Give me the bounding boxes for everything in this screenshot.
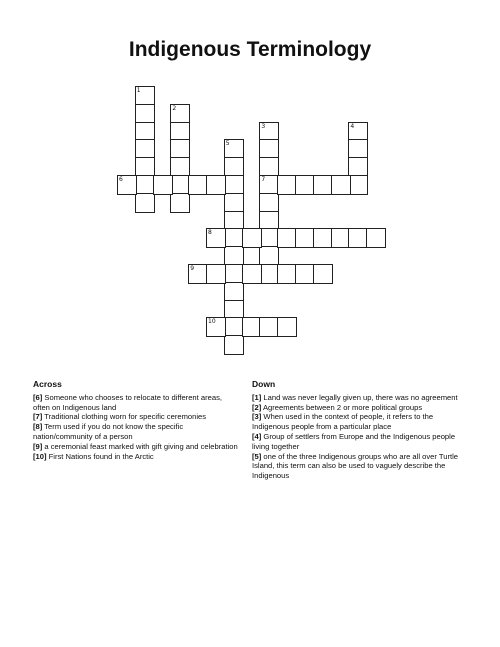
clue-across-6 (33, 393, 238, 413)
cell-number: 1 (136, 87, 141, 94)
cell-number: 10 (208, 318, 216, 326)
grid-cell[interactable] (242, 264, 262, 284)
grid-cell[interactable] (117, 175, 137, 195)
clue-text: First Nations found in the Arctic (48, 451, 154, 461)
page-title: Indigenous Terminology (128, 38, 372, 61)
clue-text: a ceremonial feast marked with gift giving and celebration (44, 441, 238, 451)
cell-number: 6 (119, 176, 123, 183)
clue-across-7 (33, 412, 238, 422)
cell-number: 4 (350, 122, 355, 130)
clue-text: Someone who chooses to relocate to different areas, often on Indigenous land (33, 392, 222, 412)
cell-number: 7 (261, 176, 266, 183)
grid-cell[interactable] (206, 175, 226, 195)
clue-down-2 (252, 403, 470, 413)
across-heading: Across (33, 379, 62, 389)
grid-cell[interactable] (206, 264, 226, 284)
clue-number: [4] (252, 431, 262, 441)
down-heading: Down (252, 379, 276, 389)
clue-down-3 (252, 412, 470, 432)
grid-cell[interactable] (348, 175, 368, 195)
grid-cell[interactable] (331, 175, 351, 195)
cell-number: 5 (225, 140, 230, 148)
cell-number: 9 (190, 265, 195, 272)
clue-number: [7] (33, 412, 43, 422)
cell-number: 8 (208, 229, 212, 237)
grid-cell[interactable] (170, 193, 190, 213)
clue-down-5 (252, 452, 470, 481)
clue-number: [1] (252, 392, 262, 402)
clue-number: [8] (33, 422, 43, 432)
grid-cell[interactable] (277, 317, 297, 337)
clue-across-8 (33, 422, 238, 442)
grid-cell[interactable] (224, 335, 244, 355)
clue-down-4 (252, 432, 470, 452)
grid-cell[interactable] (206, 228, 226, 248)
cell-number: 3 (261, 122, 266, 130)
cell-number: 2 (172, 104, 177, 112)
clue-number: [6] (33, 392, 43, 402)
clue-down-1 (252, 393, 470, 403)
across-clues (33, 380, 238, 461)
clue-number: [3] (252, 412, 262, 422)
grid-cell[interactable] (206, 317, 226, 337)
clue-text: When used in the context of people, it refers to the Indigenous people from a particular place (252, 412, 434, 432)
down-clues (252, 380, 470, 481)
clue-number: [10] (33, 451, 47, 461)
clue-text: one of the three Indigenous groups who are all over Turtle Island, this term can also be used to vaguely describe the Indigenous (252, 451, 459, 481)
clue-text: Land was never legally given up, there was no agreement (263, 392, 458, 402)
clue-number: [9] (33, 441, 43, 451)
clue-number: [5] (252, 451, 262, 461)
clue-text: Group of settlers from Europe and the Indigenous people living together (252, 431, 456, 451)
clue-across-10 (33, 452, 238, 462)
grid-cell[interactable] (242, 228, 262, 248)
grid-cell[interactable] (153, 175, 173, 195)
clue-number: [2] (252, 402, 262, 412)
grid-cell[interactable] (366, 228, 386, 248)
clue-text: Term used if you do not know the specific nation/community of a person (33, 422, 184, 441)
grid-cell[interactable] (135, 193, 155, 213)
grid-cell[interactable] (313, 264, 333, 284)
clue-across-9 (33, 442, 238, 452)
clue-text: Agreements between 2 or more political groups (262, 402, 423, 412)
clue-text: Traditional clothing worn for specific ceremonies (44, 412, 207, 422)
